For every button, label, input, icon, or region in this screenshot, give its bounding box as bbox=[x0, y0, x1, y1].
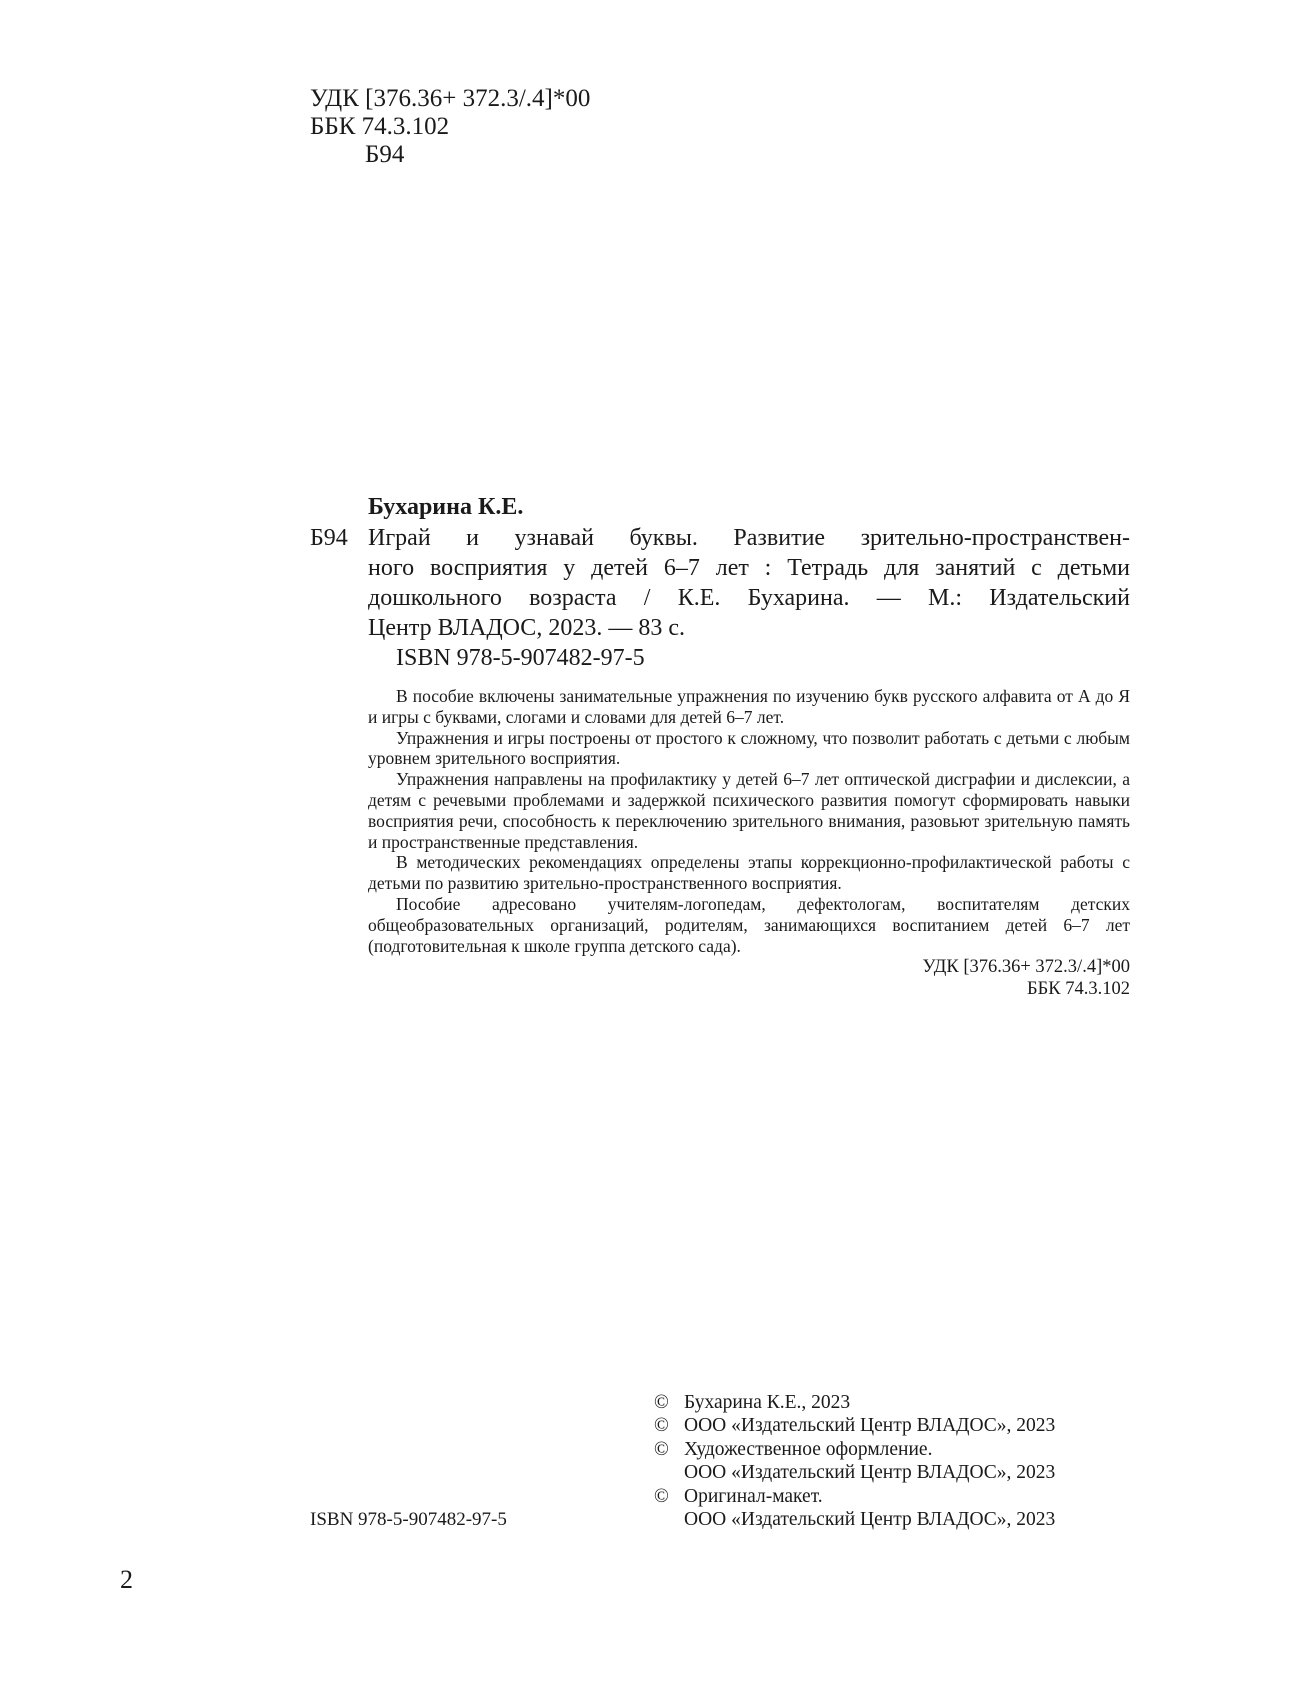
copyright-item bbox=[654, 1438, 1055, 1461]
author-mark: Б94 bbox=[365, 141, 405, 168]
copyright-text: Художественное оформление. bbox=[684, 1438, 933, 1460]
annotation-codes bbox=[368, 956, 1130, 1000]
annotation-bbk: ББК 74.3.102 bbox=[1027, 979, 1130, 1000]
copyright-symbol: © bbox=[654, 1392, 669, 1413]
bib-line: Играй и узнавай буквы. Развитие зрительно-пространствен- bbox=[368, 525, 1130, 551]
copyright-text: ООО «Издательский Центр ВЛАДОС», 2023 bbox=[684, 1415, 1056, 1437]
copyright-text: Бухарина К.Е., 2023 bbox=[684, 1392, 851, 1413]
copyright-block bbox=[654, 1391, 1055, 1531]
copyright-text: Оригинал-макет. bbox=[684, 1485, 823, 1507]
annotation bbox=[368, 686, 1130, 1000]
bib-line: Центр ВЛАДОС, 2023. — 83 с. bbox=[368, 615, 685, 641]
bib-isbn: ISBN 978-5-907482-97-5 bbox=[396, 645, 645, 671]
book-author: Бухарина К.Е. bbox=[368, 494, 524, 520]
bib-line: дошкольного возраста / К.Е. Бухарина. — М.: Издательский bbox=[368, 585, 1130, 611]
copyright-item bbox=[654, 1414, 1055, 1437]
copyright-item bbox=[654, 1508, 1055, 1531]
copyright-symbol: © bbox=[654, 1438, 669, 1460]
copyright-item bbox=[654, 1485, 1055, 1508]
annotation-paragraph: В методических рекомендациях определены этапы коррекционно-профилактической работы с детьми по развитию зрительно-пространственного восприятия. bbox=[368, 852, 1130, 894]
annotation-paragraph: В пособие включены занимательные упражнения по изучению букв русского алфавита от А до Я и игры с буквами, слогами и словами для детей 6–7 лет. bbox=[368, 686, 1130, 727]
isbn-bottom: ISBN 978-5-907482-97-5 bbox=[310, 1509, 507, 1530]
bib-line: ного восприятия у детей 6–7 лет : Тетрадь для занятий с детьми bbox=[368, 555, 1130, 581]
copyright-spacer bbox=[654, 1508, 684, 1531]
copyright-item bbox=[654, 1391, 1055, 1414]
copyright-text: ООО «Издательский Центр ВЛАДОС», 2023 bbox=[684, 1509, 1056, 1531]
copyright-item bbox=[654, 1461, 1055, 1484]
copyright-text: ООО «Издательский Центр ВЛАДОС», 2023 bbox=[684, 1462, 1056, 1484]
classification-codes bbox=[310, 85, 590, 169]
bibliographic-description bbox=[368, 523, 1130, 643]
annotation-paragraph: Упражнения направлены на профилактику у детей 6–7 лет оптической дисграфии и дислексии, а детям с речевыми проблемами и задержкой психического развития помогут сформировать навыки восприятия речи, способность к переключению зрительного внимания, разовьют зрительную память и пространственные представления. bbox=[368, 769, 1130, 852]
bbk-code: ББК 74.3.102 bbox=[310, 113, 450, 140]
author-mark-bib: Б94 bbox=[310, 525, 348, 551]
copyright-spacer bbox=[654, 1461, 684, 1484]
copyright-symbol: © bbox=[654, 1415, 669, 1437]
annotation-udk: УДК [376.36+ 372.3/.4]*00 bbox=[922, 957, 1130, 978]
annotation-paragraph: Пособие адресовано учителям-логопедам, дефектологам, воспитателям детских общеобразовательных организаций, родителям, занимающихся воспитанием детей 6–7 лет (подготовительная к школе группа детского сада). bbox=[368, 893, 1130, 956]
copyright-symbol: © bbox=[654, 1485, 669, 1507]
udk-code: УДК [376.36+ 372.3/.4]*00 bbox=[310, 85, 591, 112]
annotation-paragraph: Упражнения и игры построены от простого к сложному, что позволит работать с детьми с любым уровнем зрительного восприятия. bbox=[368, 727, 1130, 769]
page-number: 2 bbox=[120, 1565, 133, 1594]
